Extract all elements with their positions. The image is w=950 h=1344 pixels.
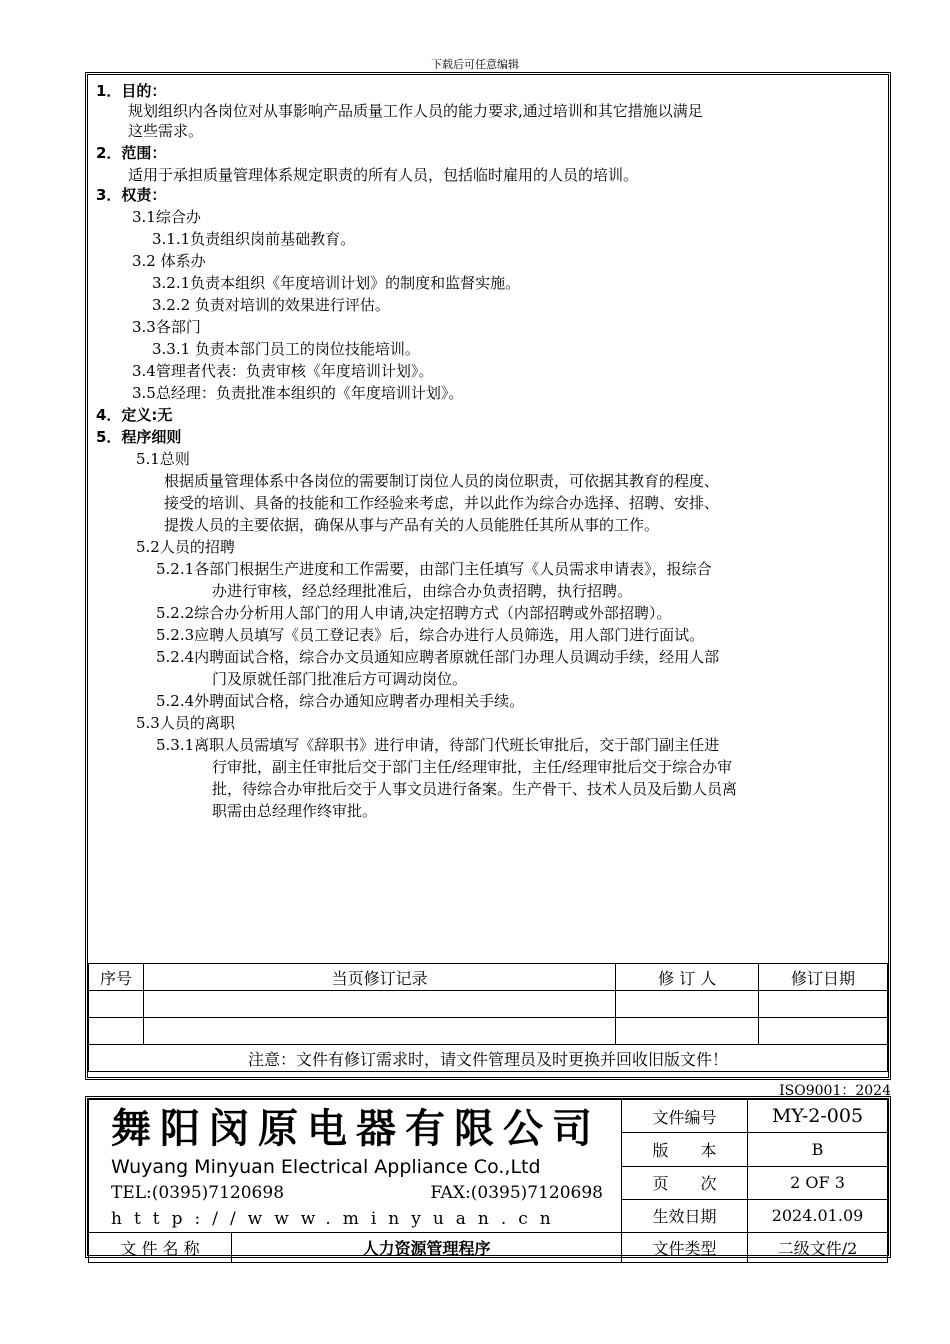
item-3-5: 3.5总经理：负责批准本组织的《年度培训计划》。 bbox=[132, 384, 464, 402]
doc-number: MY-2-005 bbox=[748, 1100, 888, 1133]
item-3-1: 3.1综合办 bbox=[132, 208, 201, 226]
item-3-2: 3.2 体系办 bbox=[132, 252, 206, 270]
revision-notice: 注意：文件有修订需求时，请文件管理员及时更换并回收旧版文件！ bbox=[89, 1045, 888, 1072]
col-person-header: 修 订 人 bbox=[616, 964, 759, 991]
document-footer bbox=[85, 1096, 891, 1258]
doc-name: 人力资源管理程序 bbox=[232, 1233, 622, 1263]
col-record-header: 当页修订记录 bbox=[143, 964, 615, 991]
item-5-2-1-cont: 办进行审核，经总经理批准后，由综合办负责招聘，执行招聘。 bbox=[212, 582, 633, 600]
table-cell bbox=[143, 1018, 615, 1045]
company-name-cn: 舞阳闵原电器有限公司 bbox=[111, 1106, 601, 1152]
section-2-text: 适用于承担质量管理体系规定职责的所有人员，包括临时雇用的人员的培训。 bbox=[128, 166, 639, 184]
table-cell bbox=[759, 1018, 888, 1045]
item-5-2-4-internal: 5.2.4内聘面试合格，综合办文员通知应聘者原就任部门办理人员调动手续，经用人部 bbox=[156, 648, 720, 666]
revision-row bbox=[89, 991, 888, 1018]
fax-number: FAX:(0395)7120698 bbox=[430, 1183, 603, 1203]
document-body-frame bbox=[85, 72, 891, 1080]
version: B bbox=[748, 1133, 888, 1166]
item-5-2-2: 5.2.2综合办分析用人部门的用人申请,决定招聘方式（内部招聘或外部招聘）。 bbox=[156, 604, 672, 622]
revision-header-row bbox=[89, 964, 888, 991]
item-3-1-1: 3.1.1负责组织岗前基础教育。 bbox=[152, 230, 356, 248]
company-name-en: Wuyang Minyuan Electrical Appliance Co.,Ltd bbox=[111, 1156, 541, 1178]
company-block bbox=[89, 1100, 622, 1233]
item-3-2-1: 3.2.1负责本组织《年度培训计划》的制度和监督实施。 bbox=[152, 274, 521, 292]
item-5-1-text-cont: 接受的培训、具备的技能和工作经验来考虑，并以此作为综合办选择、招聘、安排、 bbox=[164, 494, 720, 512]
section-4-title: 4．定义:无 bbox=[96, 406, 173, 424]
col-no-header: 序号 bbox=[89, 964, 144, 991]
company-url: http://www.minyuan.cn bbox=[111, 1209, 563, 1229]
section-2-title: 2．范围： bbox=[96, 144, 167, 162]
item-5-1-text: 根据质量管理体系中各岗位的需要制订岗位人员的岗位职责，可依据其教育的程度、 bbox=[164, 472, 720, 490]
section-1-text-cont: 这些需求。 bbox=[128, 122, 204, 140]
section-3-title: 3．权责： bbox=[96, 186, 167, 204]
item-5-2-1: 5.2.1各部门根据生产进度和工作需要，由部门主任填写《人员需求申请表》，报综合 bbox=[156, 560, 712, 578]
item-5-2-4-internal-cont: 门及原就任部门批准后方可调动岗位。 bbox=[212, 670, 468, 688]
label-effective-date: 生效日期 bbox=[622, 1199, 748, 1232]
item-5-1: 5.1总则 bbox=[136, 450, 190, 468]
item-3-2-2: 3.2.2 负责对培训的效果进行评估。 bbox=[152, 296, 390, 314]
iso-standard-label: ISO9001：2024 bbox=[779, 1083, 891, 1099]
item-3-4: 3.4管理者代表：负责审核《年度培训计划》。 bbox=[132, 362, 434, 380]
table-cell bbox=[89, 1018, 144, 1045]
doc-type: 二级文件/2 bbox=[748, 1233, 888, 1263]
item-5-2-3: 5.2.3应聘人员填写《员工登记表》后，综合办进行人员筛选，用人部门进行面试。 bbox=[156, 626, 705, 644]
col-date-header: 修订日期 bbox=[759, 964, 888, 991]
revision-notice-row bbox=[89, 1045, 888, 1072]
item-5-3-1: 5.3.1离职人员需填写《辞职书》进行申请，待部门代班长审批后，交于部门副主任进 bbox=[156, 736, 720, 754]
effective-date: 2024.01.09 bbox=[748, 1199, 888, 1232]
label-doc-name: 文 件 名 称 bbox=[89, 1233, 232, 1263]
section-1-text: 规划组织内各岗位对从事影响产品质量工作人员的能力要求,通过培训和其它措施以满足 bbox=[128, 102, 703, 120]
table-cell bbox=[759, 991, 888, 1018]
table-cell bbox=[89, 991, 144, 1018]
section-1-title: 1．目的： bbox=[96, 82, 167, 100]
item-5-3: 5.3人员的离职 bbox=[136, 714, 235, 732]
section-5-title: 5．程序细则 bbox=[96, 428, 182, 446]
label-doc-type: 文件类型 bbox=[622, 1233, 748, 1263]
item-5-1-text-cont: 提拨人员的主要依据，确保从事与产品有关的人员能胜任其所从事的工作。 bbox=[164, 516, 660, 534]
contact-line bbox=[111, 1180, 611, 1206]
table-cell bbox=[143, 991, 615, 1018]
item-3-3: 3.3各部门 bbox=[132, 318, 201, 336]
tel-number: TEL:(0395)7120698 bbox=[111, 1183, 285, 1203]
label-version: 版 本 bbox=[622, 1133, 748, 1166]
item-5-2-4-external: 5.2.4外聘面试合格，综合办通知应聘者办理相关手续。 bbox=[156, 692, 525, 710]
page-number: 2 OF 3 bbox=[748, 1166, 888, 1199]
item-3-3-1: 3.3.1 负责本部门员工的岗位技能培训。 bbox=[152, 340, 420, 358]
revision-table bbox=[88, 963, 888, 1072]
label-doc-number: 文件编号 bbox=[622, 1100, 748, 1133]
table-cell bbox=[616, 991, 759, 1018]
revision-row bbox=[89, 1018, 888, 1045]
item-5-3-1-cont: 职需由总经理作终审批。 bbox=[212, 802, 378, 820]
item-5-3-1-cont: 行审批，副主任审批后交于部门主任/经理审批，主任/经理审批后交于综合办审 bbox=[212, 758, 733, 776]
top-note: 下载后可任意编辑 bbox=[431, 58, 519, 71]
label-page: 页 次 bbox=[622, 1166, 748, 1199]
item-5-2: 5.2人员的招聘 bbox=[136, 538, 235, 556]
item-5-3-1-cont: 批，待综合办审批后交于人事文员进行备案。生产骨干、技术人员及后勤人员离 bbox=[212, 780, 738, 798]
table-cell bbox=[616, 1018, 759, 1045]
